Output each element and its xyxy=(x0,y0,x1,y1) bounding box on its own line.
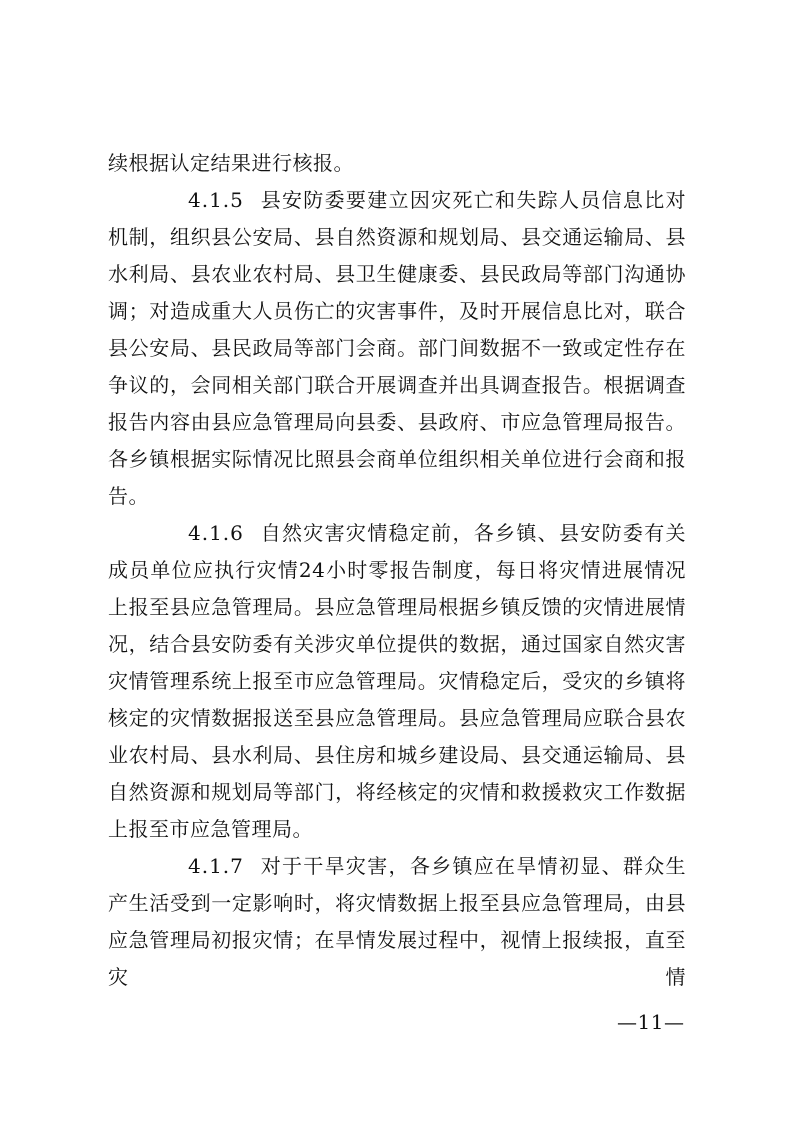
body-text xyxy=(108,145,686,996)
continuation-paragraph: 续根据认定结果进行核报。 xyxy=(108,151,354,175)
section-text: 自然灾害灾情稳定前，各乡镇、县安防委有关成员单位应执行灾情24小时零报告制度，每日将灾情进展情况上报至县应急管理局。县应急管理局根据乡镇反馈的灾情进展情况，结合县安防委有关涉灾单位提供的数据，通过国家自然灾害灾情管理系统上报至市应急管理局。灾情稳定后，受灾的乡镇将核定的灾情数据报送至县应急管理局。县应急管理局应联合县农业农村局、县水利局、县住房和城乡建设局、县交通运输局、县自然资源和规划局等部门，将经核定的灾情和救援救灾工作数据上报至市应急管理局。 xyxy=(108,521,686,841)
page-number: —11— xyxy=(617,1010,685,1034)
section-4-1-7 xyxy=(108,848,686,996)
section-number: 4.1.7 xyxy=(188,854,244,878)
section-4-1-5 xyxy=(108,182,686,515)
section-text: 对于干旱灾害，各乡镇应在旱情初显、群众生产生活受到一定影响时，将灾情数据上报至县应急管理局，由县应急管理局初报灾情；在旱情发展过程中，视情上报续报，直至灾情 xyxy=(108,854,686,989)
section-4-1-6 xyxy=(108,515,686,848)
section-text: 县安防委要建立因灾死亡和失踪人员信息比对机制，组织县公安局、县自然资源和规划局、县交通运输局、县水利局、县农业农村局、县卫生健康委、县民政局等部门沟通协调；对造成重大人员伤亡的灾害事件，及时开展信息比对，联合县公安局、县民政局等部门会商。部门间数据不一致或定性存在争议的，会同相关部门联合开展调查并出具调查报告。根据调查报告内容由县应急管理局向县委、县政府、市应急管理局报告。各乡镇根据实际情况比照县会商单位组织相关单位进行会商和报告。 xyxy=(108,188,686,508)
section-number: 4.1.5 xyxy=(188,188,244,212)
section-number: 4.1.6 xyxy=(188,521,244,545)
